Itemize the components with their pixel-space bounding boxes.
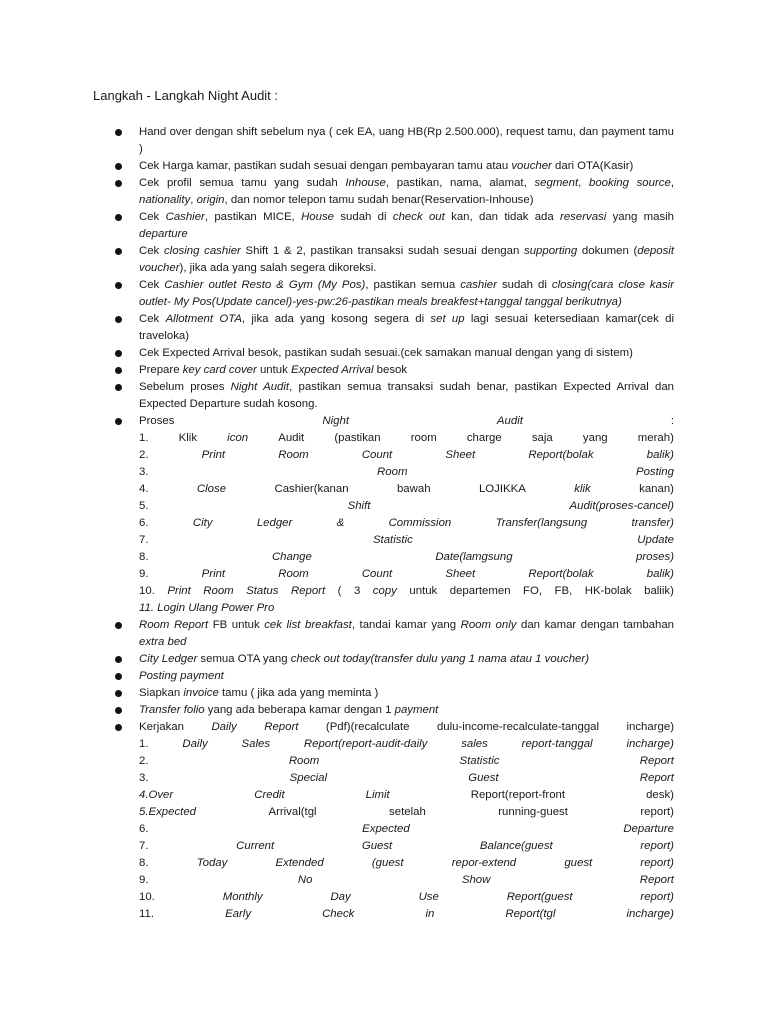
bullet-icon (115, 673, 122, 680)
proses-step (139, 447, 674, 464)
proses-step-word: Transfer(langsung (495, 517, 588, 529)
daily-step-word: Use (418, 891, 439, 903)
proses-step-word: Update (637, 534, 674, 546)
daily-step-word: Early (225, 908, 252, 920)
bullet-icon (115, 690, 122, 697)
daily-step (139, 872, 674, 889)
list-item-text: Transfer folio yang ada beberapa kamar dengan 1 payment (139, 704, 439, 716)
daily-step-word: report) (640, 840, 674, 852)
daily-step-word: Monthly (222, 891, 263, 903)
bullet-icon (115, 707, 122, 714)
list-item-text: Cek Harga kamar, pastikan sudah sesuai dengan pembayaran tamu atau voucher dari OTA(Kasir) (139, 160, 634, 172)
list-item-text: Prepare key card cover untuk Expected Arrival besok (139, 364, 408, 376)
list-item (0, 345, 768, 362)
proses-step-word: Sheet (445, 449, 476, 461)
proses-step (139, 566, 674, 583)
daily-step (139, 821, 674, 838)
audit-step-list (0, 124, 768, 923)
proses-step-word: 6. (139, 517, 149, 529)
daily-step-word: Report (639, 755, 674, 767)
daily-step (139, 770, 674, 787)
daily-step-word: Check (322, 908, 355, 920)
proses-step-word: klik (574, 483, 591, 495)
list-item-text: Cek Cashier, pastikan MICE, House sudah di check out kan, dan tidak ada reservasi yang masih departure (139, 211, 675, 240)
proses-step-word: room (410, 432, 437, 444)
list-item (0, 158, 768, 175)
daily-step-word: 6. (139, 823, 149, 835)
bullet-icon (115, 622, 122, 629)
daily-step-word: 4.Over (139, 789, 174, 801)
proses-step-word: City (192, 517, 213, 529)
bullet-icon (115, 367, 122, 374)
proses-step (139, 549, 674, 566)
proses-step-word: Room (377, 466, 408, 478)
daily-step-word: repor-extend (451, 857, 517, 869)
daily-step-word: report-tanggal (521, 738, 593, 750)
proses-step-word: proses) (636, 551, 674, 563)
daily-step-word: report) (640, 806, 674, 818)
proses-step-word: LOJIKKA (478, 483, 526, 495)
daily-step-word: report) (640, 891, 674, 903)
daily-step-word: Report(tgl (505, 908, 556, 920)
proses-step-word: Count (361, 449, 393, 461)
daily-step-word: 7. (139, 840, 149, 852)
daily-step-word: Special (289, 772, 328, 784)
daily-step (139, 804, 674, 821)
bullet-icon (115, 724, 122, 731)
list-item (0, 379, 768, 413)
proses-step-word: 4. (139, 483, 149, 495)
daily-step-word: incharge) (626, 738, 674, 750)
proses-step-word: 5. (139, 500, 149, 512)
bullet-icon (115, 248, 122, 255)
proses-step-word: Room (203, 585, 234, 597)
daily-step-word: incharge) (626, 908, 674, 920)
list-item-daily-report (0, 719, 768, 923)
daily-step-word: 5.Expected (139, 806, 196, 818)
proses-step-word: untuk (409, 585, 438, 597)
daily-step-word: Today (196, 857, 228, 869)
proses-heading: Proses Night Audit : (139, 415, 674, 427)
proses-step-word: Status (246, 585, 279, 597)
proses-step-word: Report(bolak (528, 449, 594, 461)
proses-step-word: FB, (554, 585, 573, 597)
proses-step-word: bawah (396, 483, 431, 495)
proses-step-word: Change (271, 551, 312, 563)
daily-step (139, 906, 674, 923)
daily-step-word: 8. (139, 857, 149, 869)
list-item-text: Cek profil semua tamu yang sudah Inhouse, pastikan, nama, alamat, segment, booking source, nationality, origin, dan nomor telepon tamu sudah benar(Reservation-Inhouse) (139, 177, 674, 206)
proses-step-word: Ledger (256, 517, 293, 529)
daily-step-word: Report(report-front (470, 789, 566, 801)
proses-step-word: charge (466, 432, 502, 444)
daily-step-word: report) (640, 857, 674, 869)
bullet-icon (115, 282, 122, 289)
proses-step (139, 583, 674, 600)
list-item (0, 243, 768, 277)
proses-step-word: (pastikan (334, 432, 381, 444)
daily-step-word: Daily (182, 738, 208, 750)
list-item-text: City Ledger semua OTA yang check out today(transfer dulu yang 1 nama atau 1 voucher) (139, 653, 589, 665)
proses-step-word: copy (372, 585, 397, 597)
daily-step (139, 736, 674, 753)
daily-heading: Kerjakan Daily Report (Pdf)(recalculate dulu-income-recalculate-tanggal incharge) (139, 721, 674, 733)
daily-step-word: Day (330, 891, 351, 903)
bullet-icon (115, 129, 122, 136)
list-item (0, 617, 768, 651)
proses-step-word: Print (201, 449, 226, 461)
daily-step-word: Room (288, 755, 320, 767)
daily-step-word: in (425, 908, 435, 920)
daily-steps (0, 736, 768, 923)
page-title: Langkah - Langkah Night Audit : (93, 88, 279, 103)
daily-step-word: Guest (468, 772, 499, 784)
list-item-text: Room Report FB untuk cek list breakfast, tandai kamar yang Room only dan kamar dengan tambahan extra bed (139, 619, 674, 648)
proses-step-word: 7. (139, 534, 149, 546)
list-item (0, 702, 768, 719)
daily-step-word: sales (461, 738, 488, 750)
proses-step-word: 3 (353, 585, 361, 597)
proses-step-word: merah) (637, 432, 674, 444)
daily-step-word: No (297, 874, 313, 886)
proses-step-word: 3. (139, 466, 149, 478)
daily-step-word: desk) (646, 789, 674, 801)
proses-step-word: Room (278, 568, 309, 580)
proses-step (139, 430, 674, 447)
proses-step-word: kanan) (639, 483, 674, 495)
proses-step-word: Close (196, 483, 227, 495)
proses-steps (0, 430, 768, 600)
proses-step-word: Print (201, 568, 226, 580)
proses-step-word: departemen (449, 585, 511, 597)
list-item-text: Siapkan invoice tamu ( jika ada yang meminta ) (139, 687, 379, 699)
proses-step-word: transfer) (631, 517, 674, 529)
daily-step-word: Guest (361, 840, 393, 852)
daily-step-word: 2. (139, 755, 149, 767)
proses-step-word: 1. (139, 432, 149, 444)
proses-step-word: Sheet (445, 568, 476, 580)
daily-step-word: Sales (241, 738, 271, 750)
proses-step-word: yang (582, 432, 608, 444)
daily-step (139, 889, 674, 906)
daily-step-word: Arrival(tgl (268, 806, 317, 818)
bullet-icon (115, 163, 122, 170)
proses-step-last: 11. Login Ulang Power Pro (139, 602, 275, 614)
proses-step-word: icon (227, 432, 249, 444)
daily-step-word: Report (639, 772, 674, 784)
daily-step-word: Expected (362, 823, 410, 835)
proses-step (139, 515, 674, 532)
proses-step-word: HK-bolak (584, 585, 632, 597)
bullet-icon (115, 384, 122, 391)
daily-step-word: 9. (139, 874, 149, 886)
list-item (0, 277, 768, 311)
list-item-text: Cek Cashier outlet Resto & Gym (My Pos), pastikan semua cashier sudah di closing(cara close kasir outlet- My Pos(Update cancel)-yes-pw:26-pastikan meals breakfest+tanggal tanggal berikutnya) (139, 279, 674, 308)
proses-step-word: balik) (646, 568, 674, 580)
daily-step-word: Show (461, 874, 491, 886)
proses-step-word: Report(bolak (528, 568, 594, 580)
list-item (0, 175, 768, 209)
bullet-icon (115, 418, 122, 425)
list-item-text: Sebelum proses Night Audit, pastikan semua transaksi sudah benar, pastikan Expected Arrival dan Expected Departure sudah kosong. (139, 381, 674, 410)
proses-step-word: saja (531, 432, 553, 444)
proses-step-word: Audit(proses-cancel) (569, 500, 674, 512)
proses-step-word: balik) (646, 449, 674, 461)
daily-step-word: 10. (139, 891, 155, 903)
proses-step-word: FO, (523, 585, 543, 597)
daily-step (139, 787, 674, 804)
daily-step-word: running-guest (498, 806, 568, 818)
list-item (0, 311, 768, 345)
proses-step-word: Commission (388, 517, 452, 529)
proses-step-word: 2. (139, 449, 149, 461)
proses-step-word: Audit (278, 432, 305, 444)
bullet-icon (115, 350, 122, 357)
proses-step-word: Room (278, 449, 309, 461)
list-item (0, 124, 768, 158)
daily-step-word: Credit (254, 789, 285, 801)
daily-step-word: Report(report-audit-daily (303, 738, 428, 750)
daily-step (139, 855, 674, 872)
daily-step-word: (guest (371, 857, 404, 869)
daily-step-word: Report (639, 874, 674, 886)
daily-step (139, 838, 674, 855)
proses-step (139, 532, 674, 549)
proses-step-word: baliik) (644, 585, 674, 597)
proses-step-word: Cashier(kanan (274, 483, 349, 495)
proses-step-word: Klik (178, 432, 198, 444)
list-item (0, 651, 768, 668)
proses-step-word: & (336, 517, 345, 529)
proses-step-word: Date(lamgsung (435, 551, 513, 563)
daily-step-word: Report(guest (506, 891, 573, 903)
proses-step (139, 498, 674, 515)
bullet-icon (115, 180, 122, 187)
proses-step-word: Shift (347, 500, 371, 512)
daily-step-word: Extended (275, 857, 324, 869)
proses-step-word: Statistic (372, 534, 413, 546)
daily-step-word: 1. (139, 738, 149, 750)
daily-step (139, 753, 674, 770)
daily-step-word: Departure (623, 823, 674, 835)
proses-step (139, 464, 674, 481)
list-item-text: Cek closing cashier Shift 1 & 2, pastikan transaksi sudah sesuai dengan supporting dokumen (deposit voucher), jika ada yang salah segera dikoreksi. (139, 245, 674, 274)
daily-step-word: Limit (365, 789, 390, 801)
list-item (0, 685, 768, 702)
bullet-icon (115, 656, 122, 663)
proses-step-word: Count (361, 568, 393, 580)
proses-step-word: ( (337, 585, 342, 597)
proses-step-word: 10. (139, 585, 155, 597)
list-item-text: Posting payment (139, 670, 224, 682)
daily-step-word: Statistic (459, 755, 500, 767)
list-item-text: Hand over dengan shift sebelum nya ( cek EA, uang HB(Rp 2.500.000), request tamu, dan payment tamu ) (139, 126, 674, 155)
proses-step-word: Posting (635, 466, 674, 478)
list-item (0, 668, 768, 685)
daily-step-word: 3. (139, 772, 149, 784)
proses-step-word: 9. (139, 568, 149, 580)
list-item (0, 362, 768, 379)
list-item-text: Cek Expected Arrival besok, pastikan sudah sesuai.(cek samakan manual dengan yang di sistem) (139, 347, 633, 359)
daily-step-word: Balance(guest (479, 840, 553, 852)
daily-step-word: guest (564, 857, 593, 869)
proses-step (139, 481, 674, 498)
bullet-icon (115, 316, 122, 323)
daily-step-word: Current (236, 840, 275, 852)
proses-step-word: Report (290, 585, 326, 597)
list-item-proses (0, 413, 768, 617)
bullet-icon (115, 214, 122, 221)
proses-step-word: Print (167, 585, 191, 597)
list-item-text: Cek Allotment OTA, jika ada yang kosong segera di set up lagi sesuai ketersediaan kamar(cek di traveloka) (139, 313, 675, 342)
list-item (0, 209, 768, 243)
daily-step-word: setelah (389, 806, 426, 818)
daily-step-word: 11. (139, 908, 154, 920)
proses-step-word: 8. (139, 551, 149, 563)
